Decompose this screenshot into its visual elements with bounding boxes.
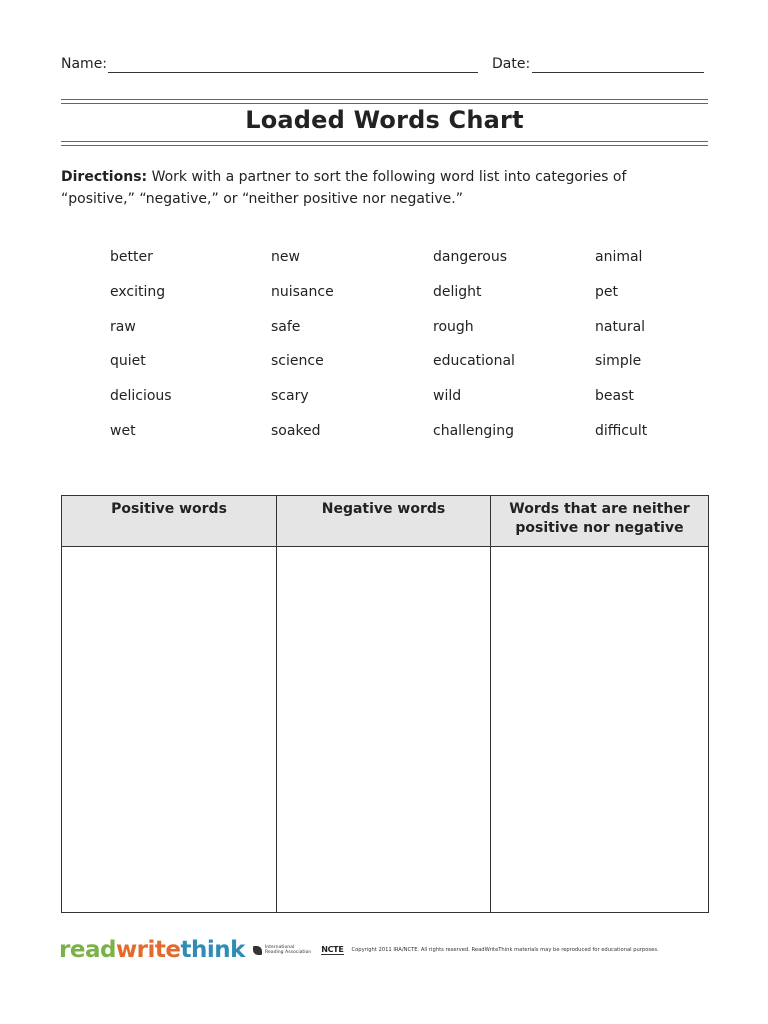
word-item: new bbox=[271, 249, 300, 265]
word-item: nuisance bbox=[271, 283, 334, 300]
ncte-logo: NCTE bbox=[321, 945, 344, 954]
word-item: scary bbox=[271, 388, 309, 405]
word-item: safe bbox=[271, 318, 301, 335]
word-item: challenging bbox=[433, 422, 514, 439]
date-label: Date: bbox=[492, 56, 531, 72]
word-item: delicious bbox=[110, 388, 172, 405]
footer bbox=[59, 934, 709, 966]
title-rule-bottom-1 bbox=[61, 141, 708, 142]
logo-think: think bbox=[180, 937, 245, 963]
negative-words-cell[interactable] bbox=[277, 547, 491, 913]
logo-write: write bbox=[115, 937, 181, 963]
word-item: rough bbox=[433, 318, 474, 335]
directions-label: Directions: bbox=[61, 169, 148, 185]
word-item: educational bbox=[433, 353, 515, 370]
title-rule-top-2 bbox=[61, 103, 708, 104]
ira-logo bbox=[253, 945, 311, 955]
ira-icon bbox=[253, 946, 262, 955]
word-item: quiet bbox=[110, 353, 146, 370]
sorting-table bbox=[61, 495, 709, 913]
directions-text: Work with a partner to sort the following word list into categories of “positive,” “negative,” or “neither positive nor negative.” bbox=[61, 169, 627, 207]
word-item: exciting bbox=[110, 283, 166, 300]
column-header-negative: Negative words bbox=[277, 496, 491, 547]
word-item: dangerous bbox=[433, 249, 508, 265]
column-header-positive: Positive words bbox=[62, 496, 277, 547]
page-title: Loaded Words Chart bbox=[245, 106, 524, 134]
directions bbox=[61, 166, 701, 210]
logo-read: read bbox=[59, 937, 116, 963]
column-header-neither: Words that are neither positive nor negative bbox=[491, 496, 709, 547]
name-field-line[interactable] bbox=[108, 72, 478, 73]
readwritethink-logo bbox=[59, 937, 245, 963]
ira-line-1: International bbox=[264, 945, 295, 950]
word-item: wet bbox=[110, 422, 136, 439]
word-item: animal bbox=[595, 249, 643, 265]
title-rule-bottom-2 bbox=[61, 145, 708, 146]
word-item: pet bbox=[595, 283, 618, 300]
word-item: raw bbox=[110, 318, 136, 335]
positive-words-cell[interactable] bbox=[62, 547, 277, 913]
word-item: soaked bbox=[271, 422, 321, 439]
date-field-line[interactable] bbox=[532, 72, 704, 73]
word-item: better bbox=[110, 249, 153, 265]
word-item: beast bbox=[595, 388, 634, 405]
title-rule-top-1 bbox=[61, 99, 708, 100]
word-item: delight bbox=[433, 283, 482, 300]
word-item: science bbox=[271, 353, 324, 370]
name-label: Name: bbox=[61, 56, 108, 72]
word-list bbox=[110, 249, 710, 458]
ira-line-2: Reading Association bbox=[264, 950, 312, 955]
word-item: simple bbox=[595, 353, 642, 370]
word-item: wild bbox=[433, 388, 462, 405]
neither-words-cell[interactable] bbox=[491, 547, 709, 913]
word-item: difficult bbox=[595, 422, 648, 439]
word-item: natural bbox=[595, 318, 646, 335]
copyright-text: Copyright 2011 IRA/NCTE. All rights reserved. ReadWriteThink materials may be reproduced for educational purposes. bbox=[351, 947, 659, 953]
